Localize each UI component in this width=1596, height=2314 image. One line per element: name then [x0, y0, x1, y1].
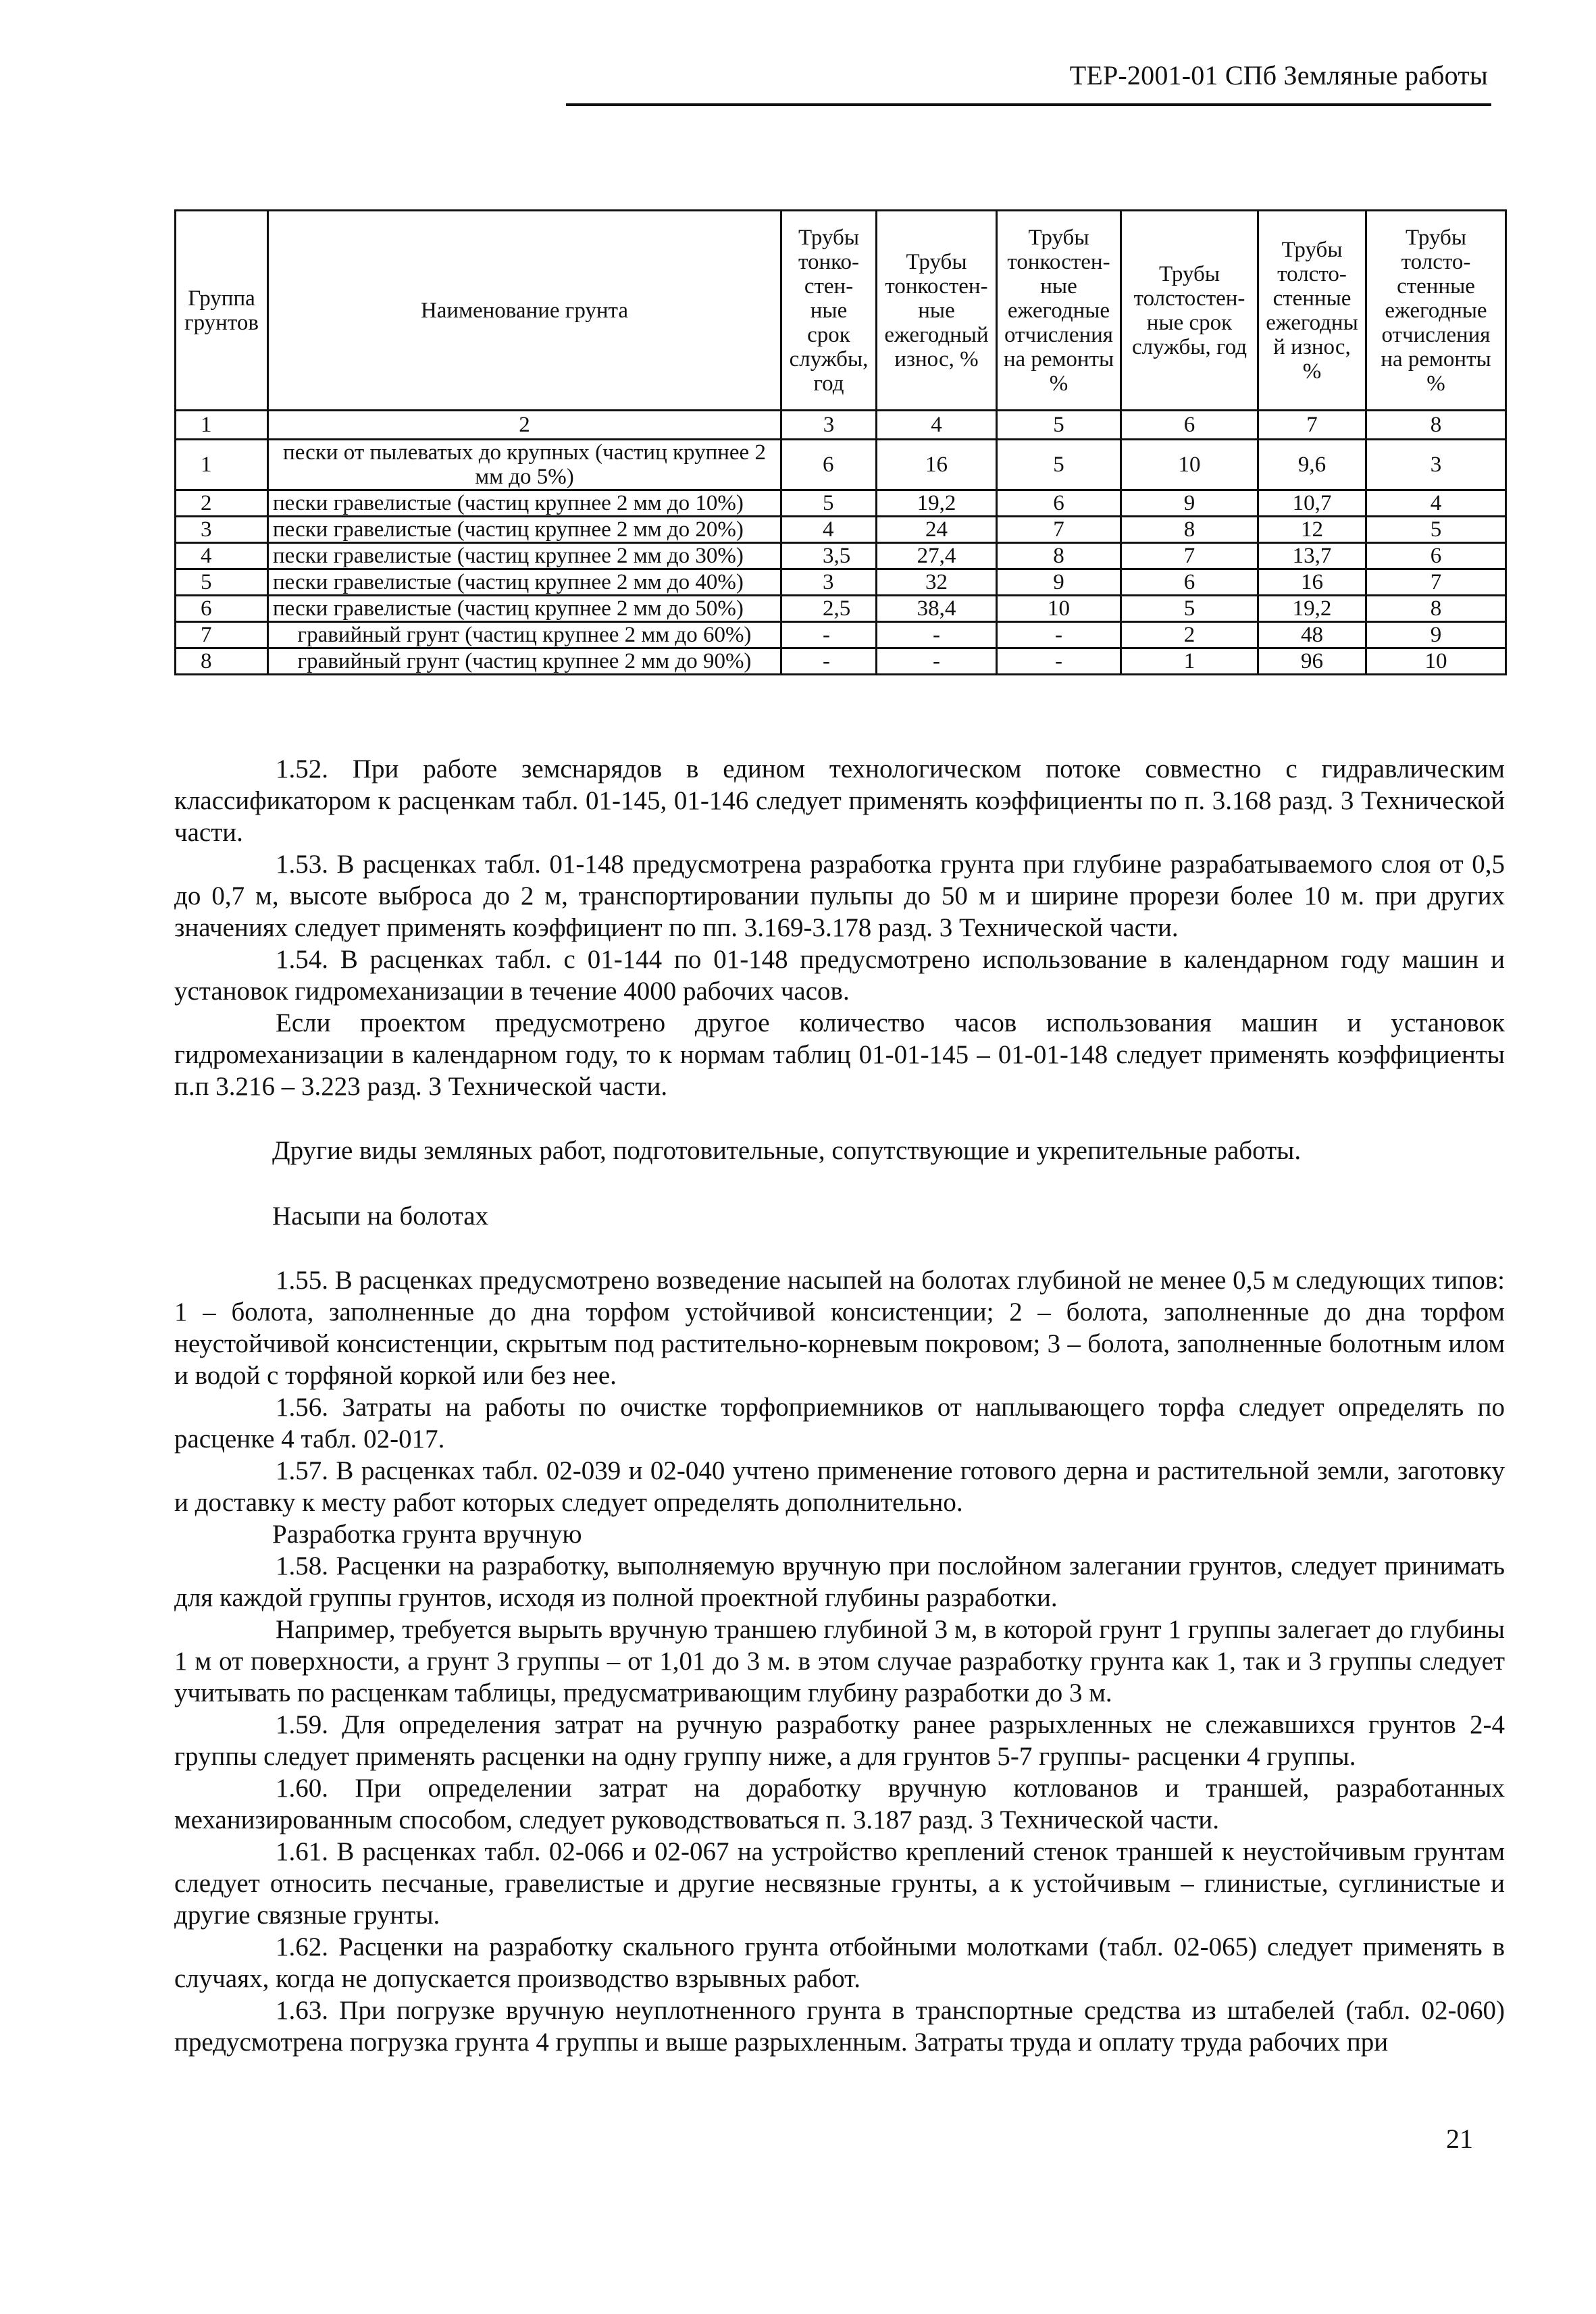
- table-cell: 9: [1366, 622, 1506, 648]
- table-cell: 5: [997, 440, 1121, 490]
- table-cell: -: [781, 648, 877, 675]
- paragraph-1-54-cont: Если проектом предусмотрено другое количество часов использования машин и установок гидромеханизации в календарном году, то к нормам таблиц 01-01-145 – 01-01-148 следует применять коэффициенты п.п 3.216 – 3.223 разд. 3 Технической части.: [174, 1008, 1505, 1101]
- table-cell: 2: [1121, 622, 1258, 648]
- column-number: 4: [877, 411, 997, 440]
- column-number: 2: [268, 411, 781, 440]
- table-cell: гравийный грунт (частиц крупнее 2 мм до 60%): [268, 622, 781, 648]
- table-cell: гравийный грунт (частиц крупнее 2 мм до 90%): [268, 648, 781, 675]
- table-row: [176, 648, 1506, 675]
- table-cell: 6: [997, 490, 1121, 517]
- table-cell: пески гравелистые (частиц крупнее 2 мм до 20%): [268, 517, 781, 543]
- pipes-table: [174, 209, 1507, 675]
- table-cell: 1: [176, 440, 268, 490]
- table-cell: 10: [1366, 648, 1506, 675]
- table-cell: 3: [781, 569, 877, 596]
- table-cell: 5: [176, 569, 268, 596]
- table-cell: 7: [1366, 569, 1506, 596]
- column-number: 7: [1258, 411, 1366, 440]
- table-row: [176, 517, 1506, 543]
- table-cell: 10,7: [1258, 490, 1366, 517]
- table-cell: 8: [1121, 517, 1258, 543]
- paragraph-1-59: 1.59. Для определения затрат на ручную разработку ранее разрыхленных не слежавшихся грунтов 2-4 группы следует применять расценки на одну группу ниже, а для грунтов 5-7 группы- расценки 4 группы.: [174, 1710, 1505, 1771]
- section-heading-other-works: Другие виды земляных работ, подготовительные, сопутствующие и укрепительные работы.: [272, 1136, 1302, 1165]
- column-number: 1: [176, 411, 268, 440]
- table-row: [176, 569, 1506, 596]
- table-cell: 6: [1121, 569, 1258, 596]
- table-cell: 27,4: [877, 543, 997, 569]
- table-cell: -: [997, 648, 1121, 675]
- table-cell: 3: [1366, 440, 1506, 490]
- table-row: [176, 622, 1506, 648]
- paragraph-1-52: 1.52. При работе земснарядов в едином технологическом потоке совместно с гидравлическим классификатором к расценкам табл. 01-145, 01-146 следует применять коэффициенты по п. 3.168 разд. 3 Технической части.: [174, 754, 1505, 847]
- table-cell: -: [997, 622, 1121, 648]
- table-cell: 2: [176, 490, 268, 517]
- col-header: Трубы тонкостен-ные ежегодный износ, %: [877, 211, 997, 411]
- table-cell: 32: [877, 569, 997, 596]
- table-row: [176, 490, 1506, 517]
- body-text: [174, 753, 1505, 2058]
- table-cell: 5: [1366, 517, 1506, 543]
- column-number: 8: [1366, 411, 1506, 440]
- paragraph-1-58-example: Например, требуется вырыть вручную траншею глубиной 3 м, в которой грунт 1 группы залегает до глубины 1 м от поверхности, а грунт 3 группы – от 1,01 до 3 м. в этом случае разработку грунта как 1, так и 3 группы следует учитывать по расценкам таблицы, предусматривающим глубину разработки до 3 м.: [174, 1615, 1505, 1707]
- table-cell: 38,4: [877, 596, 997, 622]
- table-cell: 4: [1366, 490, 1506, 517]
- table-cell: 8: [176, 648, 268, 675]
- table-cell: 8: [1366, 596, 1506, 622]
- col-header: Трубы толстостен-ные срок службы, год: [1121, 211, 1258, 411]
- table-cell: 6: [781, 440, 877, 490]
- table-header-row: [176, 211, 1506, 411]
- col-header: Трубы толсто-стенные ежегодны й износ, %: [1258, 211, 1366, 411]
- table-cell: 3: [176, 517, 268, 543]
- paragraph-1-63: 1.63. При погрузке вручную неуплотненного грунта в транспортные средства из штабелей (табл. 02-060) предусмотрена погрузка грунта 4 группы и выше разрыхленным. Затраты труда и оплату труда рабочих при: [174, 1996, 1505, 2057]
- table-cell: 12: [1258, 517, 1366, 543]
- paragraph-1-61: 1.61. В расценках табл. 02-066 и 02-067 на устройство креплений стенок траншей к неустойчивым грунтам следует относить песчаные, гравелистые и другие несвязные грунты, а к устойчивым – глинистые, суглинистые и другие связные грунты.: [174, 1837, 1505, 1930]
- table-cell: 9,6: [1258, 440, 1366, 490]
- column-number: 3: [781, 411, 877, 440]
- header-rule: [566, 103, 1491, 106]
- col-header: Наименование грунта: [268, 211, 781, 411]
- table-cell: 16: [877, 440, 997, 490]
- table-cell: 13,7: [1258, 543, 1366, 569]
- table-cell: 9: [997, 569, 1121, 596]
- table-cell: пески гравелистые (частиц крупнее 2 мм до 40%): [268, 569, 781, 596]
- table-cell: 8: [997, 543, 1121, 569]
- table-cell: 24: [877, 517, 997, 543]
- table-cell: 2,5: [781, 596, 877, 622]
- column-number: 5: [997, 411, 1121, 440]
- table-cell: -: [877, 648, 997, 675]
- section-heading-swamp-embankments: Насыпи на болотах: [272, 1202, 489, 1231]
- table-cell: 19,2: [877, 490, 997, 517]
- table-cell: 5: [781, 490, 877, 517]
- table-cell: 6: [176, 596, 268, 622]
- col-header: Трубы тонко-стен-ные срок службы, год: [781, 211, 877, 411]
- table-row: [176, 440, 1506, 490]
- table-cell: 10: [1121, 440, 1258, 490]
- col-header: Трубы тонкостен-ные ежегодные отчисления на ремонты %: [997, 211, 1121, 411]
- table-cell: 19,2: [1258, 596, 1366, 622]
- column-number-row: [176, 411, 1506, 440]
- paragraph-1-54: 1.54. В расценках табл. с 01-144 по 01-148 предусмотрено использование в календарном году машин и установок гидромеханизации в течение 4000 рабочих часов.: [174, 945, 1505, 1006]
- table-cell: 3,5: [781, 543, 877, 569]
- page-number: 21: [1446, 2124, 1473, 2154]
- paragraph-1-55: 1.55. В расценках предусмотрено возведение насыпей на болотах глубиной не менее 0,5 м следующих типов: 1 – болота, заполненные до дна торфом устойчивой консистенции; 2 – болота, заполненные до дна торфом неустойчивой консистенции, скрытым под растительно-корневым покровом; 3 – болота, заполненные болотным илом и водой с торфяной коркой или без нее.: [174, 1266, 1505, 1390]
- running-header: ТЕР-2001-01 СПб Земляные работы: [1069, 60, 1488, 91]
- table-cell: 10: [997, 596, 1121, 622]
- col-header: Трубы толсто-стенные ежегодные отчисления на ремонты %: [1366, 211, 1506, 411]
- table-cell: 6: [1366, 543, 1506, 569]
- table-cell: пески гравелистые (частиц крупнее 2 мм до 50%): [268, 596, 781, 622]
- table-row: [176, 596, 1506, 622]
- paragraph-1-62: 1.62. Расценки на разработку скального грунта отбойными молотками (табл. 02-065) следует применять в случаях, когда не допускается производство взрывных работ.: [174, 1932, 1505, 1993]
- col-header: Группа грунтов: [176, 211, 268, 411]
- paragraph-1-57: 1.57. В расценках табл. 02-039 и 02-040 учтено применение готового дерна и растительной земли, заготовку и доставку к месту работ которых следует определять дополнительно.: [174, 1456, 1505, 1517]
- table-cell: 1: [1121, 648, 1258, 675]
- table-cell: -: [781, 622, 877, 648]
- table-cell: 7: [176, 622, 268, 648]
- table-cell: 96: [1258, 648, 1366, 675]
- table-cell: -: [877, 622, 997, 648]
- table-cell: 48: [1258, 622, 1366, 648]
- table-cell: пески гравелистые (частиц крупнее 2 мм до 30%): [268, 543, 781, 569]
- table-cell: 7: [997, 517, 1121, 543]
- table-cell: пески от пылеватых до крупных (частиц крупнее 2 мм до 5%): [268, 440, 781, 490]
- table-cell: пески гравелистые (частиц крупнее 2 мм до 10%): [268, 490, 781, 517]
- table-row: [176, 543, 1506, 569]
- paragraph-1-53: 1.53. В расценках табл. 01-148 предусмотрена разработка грунта при глубине разрабатываемого слоя от 0,5 до 0,7 м, высоте выброса до 2 м, транспортировании пульпы до 50 м и ширине прорези более 10 м. при других значениях следует применять коэффициент по пп. 3.169-3.178 разд. 3 Технической части.: [174, 850, 1505, 942]
- paragraph-1-56: 1.56. Затраты на работы по очистке торфоприемников от наплывающего торфа следует определять по расценке 4 табл. 02-017.: [174, 1393, 1505, 1454]
- section-heading-manual-excavation: Разработка грунта вручную: [272, 1520, 582, 1549]
- table-cell: 5: [1121, 596, 1258, 622]
- table-cell: 4: [781, 517, 877, 543]
- paragraph-1-60: 1.60. При определении затрат на доработку вручную котлованов и траншей, разработанных механизированным способом, следует руководствоваться п. 3.187 разд. 3 Технической части.: [174, 1774, 1505, 1834]
- table-cell: 9: [1121, 490, 1258, 517]
- paragraph-1-58: 1.58. Расценки на разработку, выполняемую вручную при послойном залегании грунтов, следует принимать для каждой группы грунтов, исходя из полной проектной глубины разработки.: [174, 1551, 1505, 1612]
- table-cell: 7: [1121, 543, 1258, 569]
- table-cell: 16: [1258, 569, 1366, 596]
- table-cell: 4: [176, 543, 268, 569]
- column-number: 6: [1121, 411, 1258, 440]
